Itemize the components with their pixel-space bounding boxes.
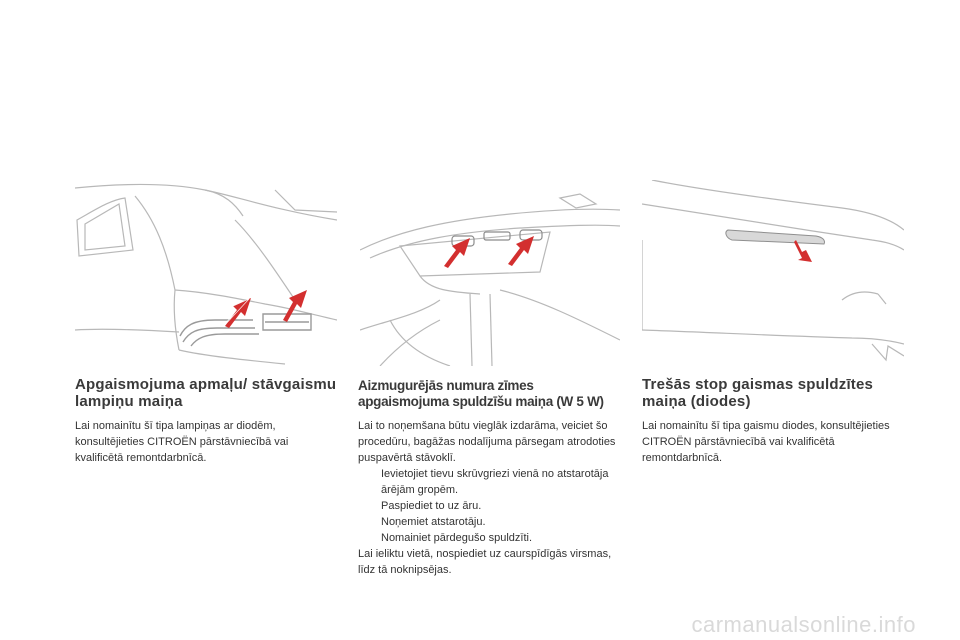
section-body: Lai nomainītu šī tipa gaismu diodes, konsultējieties CITROËN pārstāvniecībā vai kvalificētā remontdarbnīcā. (642, 420, 890, 464)
list-item (358, 514, 623, 530)
section-title: Trešās stop gaismas spuldzītes maiņa (diodes) (642, 376, 874, 410)
side-lights-section (75, 376, 337, 466)
side-lights-illustration (75, 180, 337, 366)
section-title: Aizmugurējās numura zīmes apgaismojuma spuldzīšu maiņa (W 5 W) (358, 378, 604, 409)
step-text: Noņemiet atstarotāju. (381, 516, 486, 528)
third-brake-light-illustration (642, 180, 904, 366)
list-item (358, 466, 623, 498)
section-body: Lai nomainītu šī tipa lampiņas ar diodēm, konsultējieties CITROËN pārstāvniecībā vai kvalificētā remontdarbnīcā. (75, 420, 289, 464)
steps-list (358, 466, 623, 546)
step-text: Paspiediet to uz āru. (381, 500, 482, 512)
list-item (358, 530, 623, 546)
number-plate-lamps-section (358, 376, 623, 578)
list-item (358, 498, 623, 514)
watermark: carmanualsonline.info (691, 612, 916, 637)
section-title: Apgaismojuma apmaļu/ stāvgaismu lampiņu maiņa (75, 376, 337, 410)
step-text: Nomainiet pārdegušo spuldzīti. (381, 532, 533, 544)
section-outro: Lai ieliktu vietā, nospiediet uz caurspīdīgās virsmas, līdz tā noknipsējas. (358, 548, 612, 576)
section-intro: Lai to noņemšana būtu vieglāk izdarāma, veiciet šo procedūru, bagāžas nodalījuma pārsegam atrodoties puspavērtā stāvoklī. (358, 420, 616, 464)
number-plate-lamps-illustration (360, 180, 620, 366)
step-text: Ievietojiet tievu skrūvgriezi vienā no atstarotāja ārējām gropēm. (381, 468, 609, 496)
third-brake-light-section (642, 376, 904, 466)
